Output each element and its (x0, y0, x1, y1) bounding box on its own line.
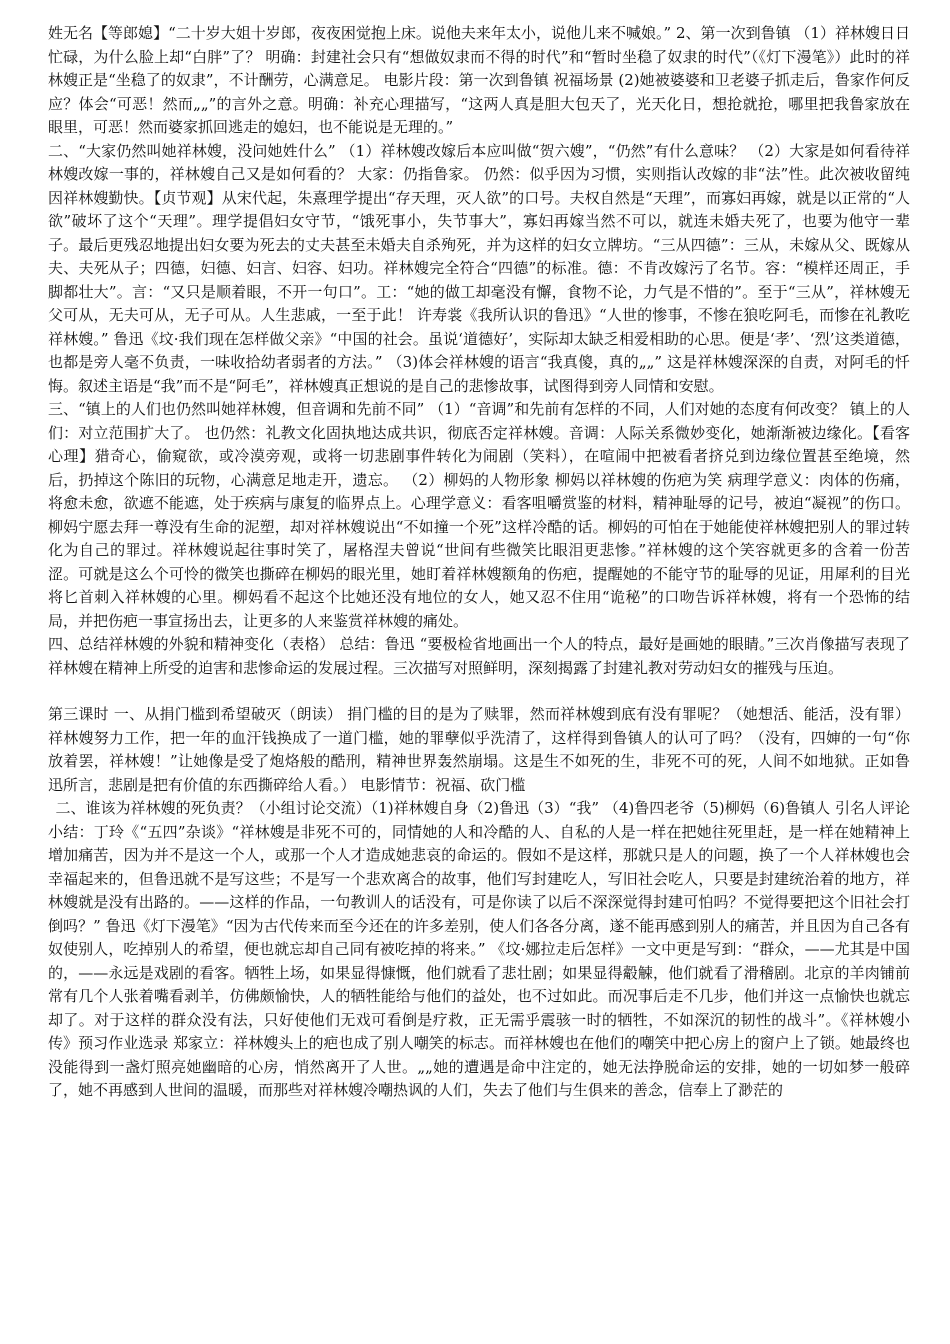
paragraph-lesson-three: 第三课时 一、从捐门槛到希望破灭（朗读） 捐门槛的目的是为了赎罪，然而祥林嫂到底有没有罪呢？（她想活、能活，没有罪）祥林嫂努力工作，把一年的血汗钱换成了一道门槛，她的罪孽似乎洗清了，这样得到鲁镇人的认可了吗？（没有，四婶的一句“你放着罢，祥林嫂！”让她像是受了炮烙般的酷刑，精神世界轰然崩塌。这是生不如死的生，非死不可的死，人间不如地狱。正如鲁迅所言，悲剧是把有价值的东西撕碎给人看。） 电影情节：祝福、砍门槛 (48, 705, 910, 794)
paragraph-responsibility: 二、谁该为祥林嫂的死负责？（小组讨论交流）（1)祥林嫂自身（2)鲁迅（3）“我” （4)鲁四老爷（5)柳妈（6)鲁镇人 引名人评论小结：丁玲《“五四”杂谈》“祥林嫂是非死不可的，同情她的人和冷酷的人、自私的人是一样在把她往死里赶，是一样在她精神上增加痛苦，因为并不是这一个人，或那一个人才造成她悲哀的命运的。假如不是这样，那就只是人的问题，换了一个人祥林嫂也会幸福起来的，但鲁迅就不是写这些；不是写一个悲欢离合的故事，他们写封建吃人，写旧社会吃人，只要是封建统治着的地方，祥林嫂就是没有出路的。——这样的作品，一句教训人的话没有，可是你读了以后不深深觉得封建可怕吗？不觉得要把这个旧社会打倒吗？” 鲁迅《灯下漫笔》“因为古代传来而至今还在的许多差别，使人们各各分离，遂不能再感到别人的痛苦，并且因为自己各有奴使别人，吃掉别人的希望，便也就忘却自己同有被吃掉的将来。” 《坟·娜拉走后怎样》一文中更是写到：“群众，——尤其是中国的，——永远是戏剧的看客。牺牲上场，如果显得慷慨，他们就看了悲壮剧；如果显得觳觫，他们就看了滑稽剧。北京的羊肉铺前常有几个人张着嘴看剥羊，仿佛颇愉快，人的牺牲能给与他们的益处，也不过如此。而况事后走不几步，他们并这一点愉快也就忘却了。对于这样的群众没有法，只好使他们无戏可看倒是疗救，正无需乎震骇一时的牺牲，不如深沉的韧性的战斗”。《祥林嫂小传》预习作业选录 郑家立：祥林嫂头上的疤也成了别人嘲笑的标志。而祥林嫂也在他们的嘲笑中把心房上的窗户上了锁。她最终也没能得到一盏灯照亮她幽暗的心房，悄然离开了人世。„„她的遭遇是命中注定的，她无法挣脱命运的安排，她的一切如梦一般碎了，她不再感到人世间的温暖，而那些对祥林嫂冷嘲热讽的人们，失去了他们与生俱来的善念，信奉上了渺茫的 (48, 799, 910, 1099)
paragraph-opening: 姓无名【等郎媳】“二十岁大姐十岁郎，夜夜困觉抱上床。说他夫来年太小，说他儿来不喊娘。” 2、第一次到鲁镇 （1）祥林嫂日日忙碌，为什么脸上却“白胖”了？ 明确：封建社会只有“想做奴隶而不得的时代”和“暂时坐稳了奴隶的时代”（《灯下漫笔》）此时的祥林嫂正是“坐稳了的奴隶”，不计酬劳，心满意足。 电影片段：第一次到鲁镇 祝福场景 (2)她被婆婆和卫老婆子抓走后，鲁家作何反应？体会“可恶！然而„„”的言外之意。明确：补充心理描写，“这两人真是胆大包天了，光天化日，想抢就抢，哪里把我鲁家放在眼里，可恶！然而婆家抓回逃走的媳妇，也不能说是无理的。” (48, 24, 910, 136)
document-page (48, 22, 910, 1103)
paragraph-section-three: 三、“镇上的人们也仍然叫她祥林嫂，但音调和先前不同” （1）“音调”和先前有怎样的不同，人们对她的态度有何改变？ 镇上的人们：对立范围扩大了。 也仍然：礼教文化固执地达成共识，彻底否定祥林嫂。音调：人际关系微妙变化，她渐渐被边缘化。【看客心理】猎奇心，偷窥欲，或冷漠旁观，或将一切悲剧事件转化为闹剧（笑料），在喧闹中把被看者挤兑到边缘位置甚至绝境，然后，扔掉这个陈旧的玩物，心满意足地走开，遗忘。 （2）柳妈的人物形象 柳妈以祥林嫂的伤疤为笑 病理学意义：肉体的伤痛，将愈未愈，欲遮不能遮，处于疾病与康复的临界点上。心理学意义：看客咀嚼赏鉴的材料，精神耻辱的记号，被迫“凝视”的伤口。 柳妈宁愿去拜一尊没有生命的泥塑，却对祥林嫂说出“不如撞一个死”这样冷酷的话。柳妈的可怕在于她能使祥林嫂把别人的罪过转化为自己的罪过。祥林嫂说起往事时笑了，屠格涅夫曾说“世间有些微笑比眼泪更悲惨。”祥林嫂的这个笑容就更多的含着一份苦涩。可就是这么个可怜的微笑也撕碎在柳妈的眼光里，她盯着祥林嫂额角的伤疤，提醒她的不能守节的耻辱的见证，用犀利的目光将匕首刺入祥林嫂的心里。柳妈看不起这个比她还没有地位的女人，她又忍不住用“诡秘”的口吻告诉祥林嫂，将有一个恐怖的结局，并把伤疤一事宣扬出去，让更多的人来鉴赏祥林嫂的痛处。 (48, 400, 910, 630)
paragraph-section-two: 二、“大家仍然叫她祥林嫂，没问她姓什么” （1）祥林嫂改嫁后本应叫做“贺六嫂”，“仍然”有什么意味？ （2）大家是如何看待祥林嫂改嫁一事的，祥林嫂自己又是如何看的？ 大家：仍指鲁家。 仍然：似乎因为习惯，实则指认改嫁的非“法”性。此次被收留纯因祥林嫂勤快。【贞节观】从宋代起，朱熹理学提出“存天理，灭人欲”的口号。夫权自然是“天理”，而寡妇再嫁，就是以正常的“人欲”破坏了这个“天理”。理学提倡妇女守节，“饿死事小，失节事大”，寡妇再嫁当然不可以，就连未婚夫死了，也要为他守一辈子。最后更残忍地提出妇女要为死去的丈夫甚至未婚夫自杀殉死，并为这样的妇女立牌坊。“三从四德”：三从，未嫁从父、既嫁从夫、夫死从子；四德，妇德、妇言、妇容、妇功。祥林嫂完全符合“四德”的标准。德：不肯改嫁污了名节。容：“模样还周正，手脚都壮大”。言：“又只是顺着眼，不开一句口”。工：“她的做工却毫没有懈，食物不论，力气是不惜的”。至于“三从”，祥林嫂无父可从，无夫可从，无子可从。人生悲戚，一至于此！ 许寿裳《我所认识的鲁迅》“人世的惨事，不惨在狼吃阿毛，而惨在礼教吃祥林嫂。” 鲁迅《坟·我们现在怎样做父亲》“中国的社会。虽说‘道德好’，实际却太缺乏相爱相助的心思。便是‘孝’、‘烈’这类道德，也都是旁人毫不负责，一味收拾幼者弱者的方法。” （3)体会祥林嫂的语言“我真傻，真的„„” 这是祥林嫂深深的自责，对阿毛的忏悔。叙述主语是“我”而不是“阿毛”，祥林嫂真正想说的是自己的悲惨故事，试图得到旁人同情和安慰。 (48, 141, 910, 395)
paragraph-section-four: 四、总结祥林嫂的外貌和精神变化（表格） 总结：鲁迅 “要极检省地画出一个人的特点，最好是画她的眼睛。”三次肖像描写表现了祥林嫂在精神上所受的迫害和悲惨命运的发展过程。三次描写对照鲜明，深刻揭露了封建礼教对劳动妇女的摧残与压迫。 (48, 635, 910, 677)
paragraph-gap (48, 680, 910, 703)
